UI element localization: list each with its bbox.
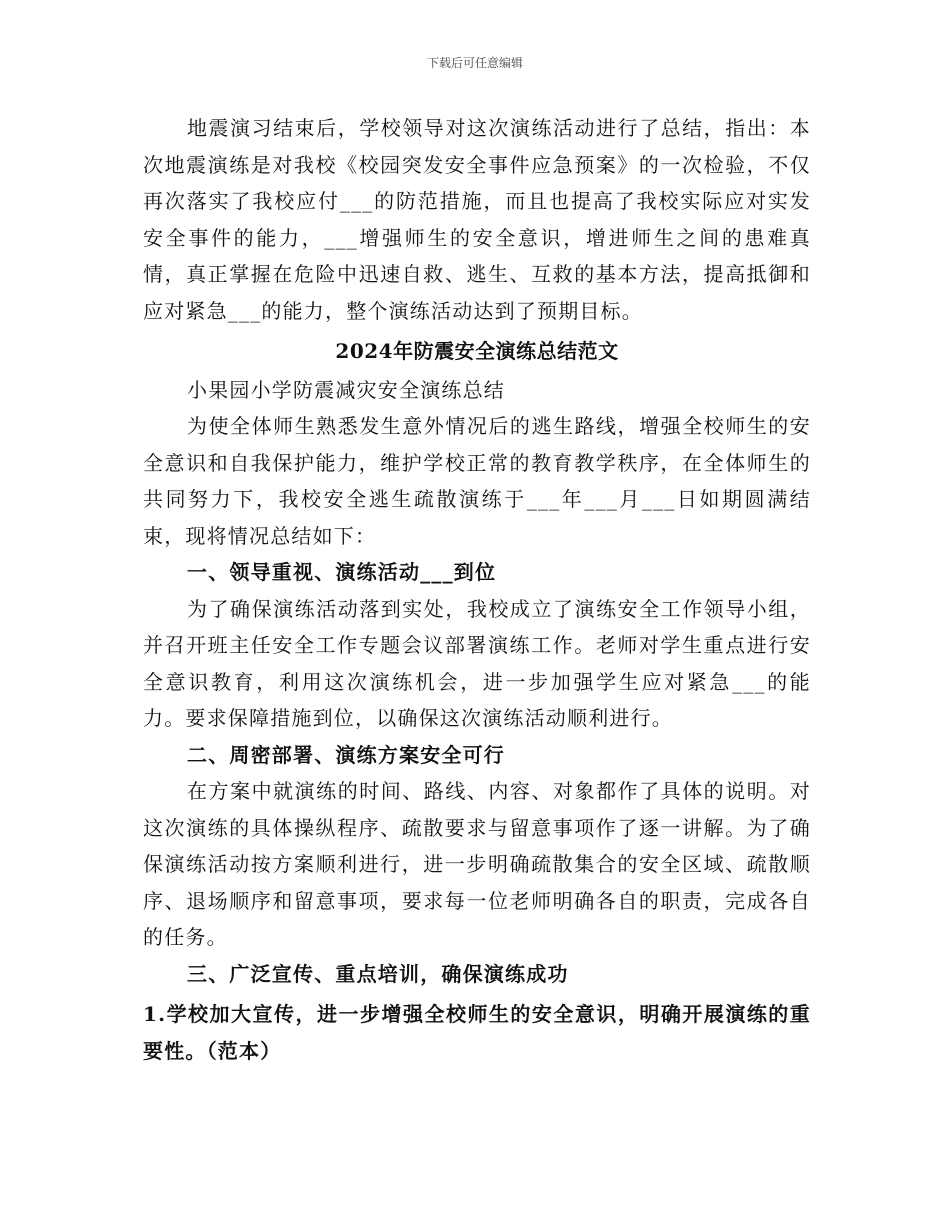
document-title: 2024年防震安全演练总结范文 [335, 339, 619, 363]
section2-paragraph: 在方案中就演练的时间、路线、内容、对象都作了具体的说明。对这次演练的具体操纵程序、疏散要求与留意事项作了逐一讲解。为了确保演练活动按方案顺利进行，进一步明确疏散集合的安全区域、疏散顺序、退场顺序和留意事项，要求每一位老师明确各自的职责，完成各自的任务。 [143, 779, 811, 949]
intro-paragraph: 地震演习结束后，学校领导对这次演练活动进行了总结，指出：本次地震演练是对我校《校园突发安全事件应急预案》的一次检验，不仅再次落实了我校应付___的防范措施，而且也提高了我校实际应对实发安全事件的能力，___增强师生的安全意识，增进师生之间的患难真情，真正掌握在危险中迅速自救、逃生、互救的基本方法，提高抵御和应对紧急___的能力，整个演练活动达到了预期目标。 [143, 116, 811, 323]
section1-heading: 一、领导重视、演练活动___到位 [187, 560, 497, 584]
section1-paragraph: 为了确保演练活动落到实处，我校成立了演练安全工作领导小组，并召开班主任安全工作专题会议部署演练工作。老师对学生重点进行安全意识教育，利用这次演练机会，进一步加强学生应对紧急___的能力。要求保障措施到位，以确保这次演练活动顺利进行。 [143, 596, 811, 730]
document-body [143, 110, 811, 1069]
section3-item1: 1.学校加大宣传，进一步增强全校师生的安全意识，明确开展演练的重要性。（范本） [143, 1002, 811, 1063]
opening-paragraph: 为使全体师生熟悉发生意外情况后的逃生路线，增强全校师生的安全意识和自我保护能力，维护学校正常的教育教学秩序，在全体师生的共同努力下，我校安全逃生疏散演练于___年___月___日如期圆满结束，现将情况总结如下： [143, 414, 811, 548]
page-header: 下载后可任意编辑 [426, 56, 523, 70]
section3-heading: 三、广泛宣传、重点培训，确保演练成功 [187, 961, 569, 986]
section2-heading: 二、周密部署、演练方案安全可行 [187, 742, 505, 767]
document-subtitle: 小果园小学防震减灾安全演练总结 [187, 377, 505, 402]
